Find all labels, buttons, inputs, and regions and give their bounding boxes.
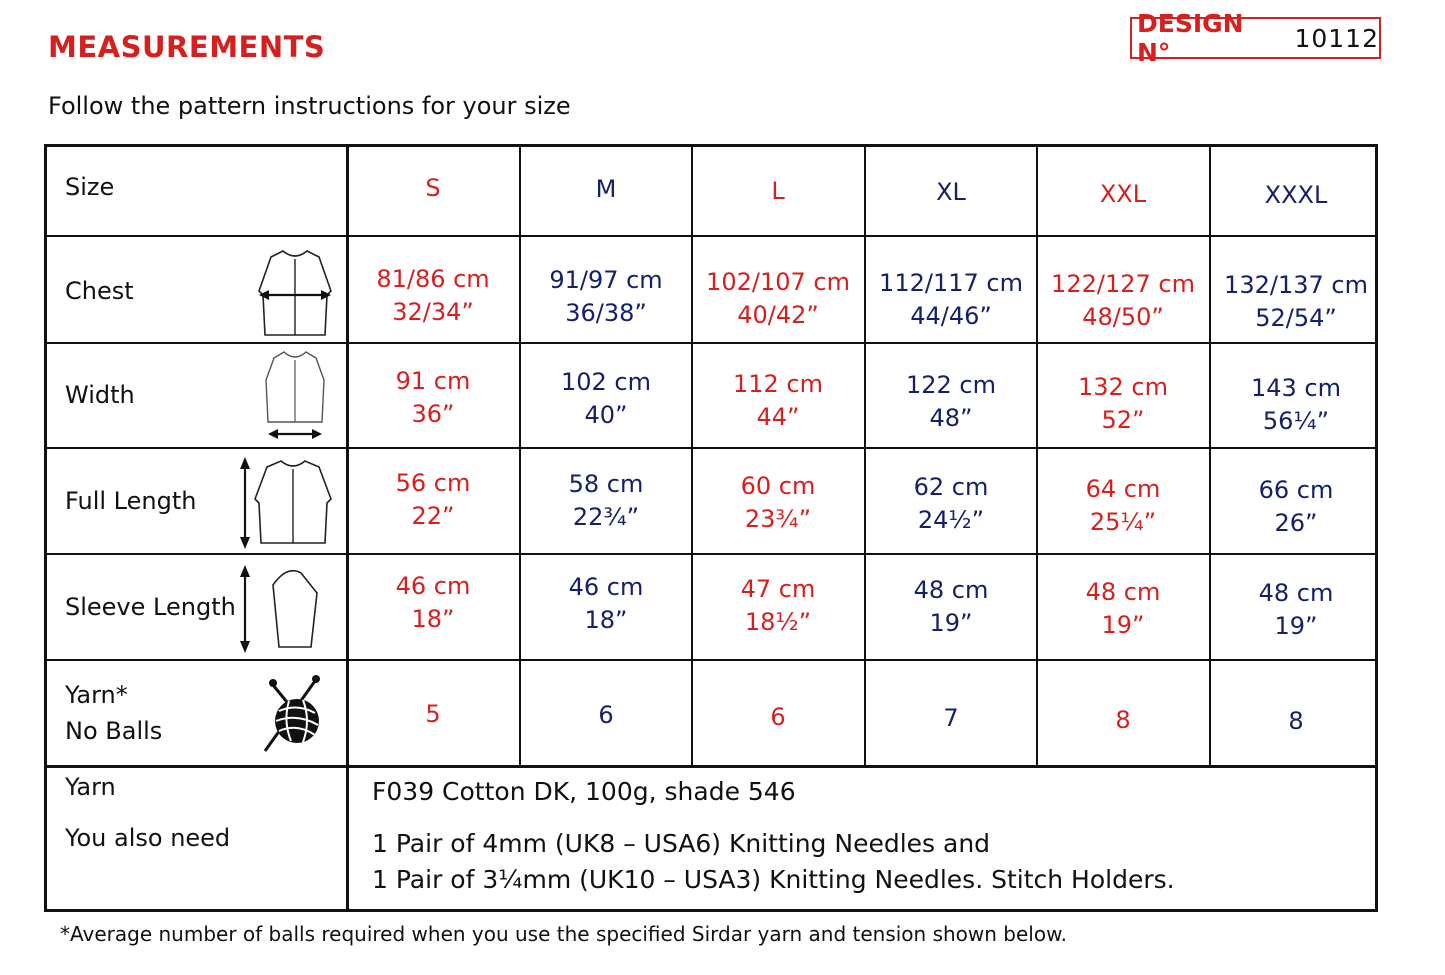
cm-value: 62 cm	[913, 473, 989, 501]
chest-cell-xxl	[1037, 268, 1209, 334]
inch-value: 18”	[584, 606, 628, 634]
yarn-ball-needles-icon	[259, 673, 329, 755]
design-number-box	[1130, 9, 1381, 67]
cardigan-width-measure-icon	[262, 350, 328, 444]
inch-value: 40/42”	[737, 301, 819, 329]
width-cell-xxl	[1037, 371, 1209, 437]
cm-value: 60 cm	[740, 472, 816, 500]
cm-value: 112 cm	[732, 370, 823, 398]
inch-value: 48”	[929, 404, 973, 432]
cm-value: 48 cm	[1085, 578, 1161, 606]
column-divider	[1209, 147, 1211, 767]
yarn-balls-cell-s: 5	[425, 700, 441, 728]
inch-value: 25¼”	[1089, 508, 1157, 536]
inch-value: 40”	[584, 401, 628, 429]
inch-value: 19”	[1101, 611, 1145, 639]
yarn-balls-label-line2: No Balls	[65, 717, 163, 745]
needles-line-2: 1 Pair of 3¼mm (UK10 – USA3) Knitting Needles. Stitch Holders.	[372, 865, 1175, 894]
also-need-label: You also need	[65, 824, 231, 852]
design-number: 10112	[1294, 23, 1379, 53]
needles-line-1: 1 Pair of 4mm (UK8 – USA6) Knitting Needles and	[372, 829, 991, 858]
full-length-cell-xxl	[1037, 473, 1209, 539]
subtitle: Follow the pattern instructions for your size	[48, 92, 571, 120]
row-divider	[47, 342, 1375, 344]
page-title: MEASUREMENTS	[48, 30, 326, 64]
inch-value: 44”	[756, 403, 800, 431]
inch-value: 19”	[929, 609, 973, 637]
cm-value: 91/97 cm	[549, 266, 663, 294]
inch-value: 52”	[1101, 406, 1145, 434]
width-cell-m	[520, 366, 692, 432]
full-length-cell-m	[520, 468, 692, 534]
cardigan-chest-measure-icon	[255, 247, 335, 339]
footnote: *Average number of balls required when you use the specified Sirdar yarn and tension shown below.	[60, 922, 1067, 946]
cm-value: 47 cm	[740, 575, 816, 603]
cm-value: 58 cm	[568, 470, 644, 498]
yarn-balls-cell-xxxl: 8	[1288, 707, 1304, 735]
cm-value: 56 cm	[395, 469, 471, 497]
cm-value: 81/86 cm	[376, 265, 490, 293]
chest-cell-m	[520, 264, 692, 330]
width-label: Width	[65, 381, 135, 409]
cm-value: 143 cm	[1250, 374, 1341, 402]
width-cell-s	[347, 365, 519, 431]
inch-value: 18”	[411, 605, 455, 633]
full-length-label: Full Length	[65, 487, 197, 515]
inch-value: 32/34”	[392, 298, 474, 326]
size-header-s: S	[425, 174, 441, 202]
row-divider	[47, 235, 1375, 237]
design-label: DESIGN N°	[1137, 9, 1244, 67]
column-divider	[691, 147, 693, 767]
yarn-balls-cell-m: 6	[598, 701, 614, 729]
yarn-balls-cell-l: 6	[770, 703, 786, 731]
size-label: Size	[65, 173, 115, 201]
inch-value: 26”	[1274, 509, 1318, 537]
inch-value: 44/46”	[910, 302, 992, 330]
sleeve-length-cell-xxl	[1037, 576, 1209, 642]
size-header-xxl: XXL	[1099, 180, 1147, 208]
yarn-balls-label-line1: Yarn*	[65, 681, 128, 709]
row-divider	[47, 659, 1375, 661]
yarn-balls-label	[65, 677, 162, 749]
yarn-label: Yarn	[65, 773, 116, 801]
inch-value: 48/50”	[1082, 303, 1164, 331]
cm-value: 102 cm	[560, 368, 651, 396]
inch-value: 23¾”	[744, 505, 812, 533]
column-divider	[864, 147, 866, 767]
sleeve-length-measure-icon	[235, 563, 325, 655]
size-header-m: M	[595, 175, 617, 203]
yarn-balls-cell-xl: 7	[943, 704, 959, 732]
inch-value: 36/38”	[565, 299, 647, 327]
row-divider	[47, 553, 1375, 555]
sleeve-length-cell-xxxl	[1210, 577, 1382, 643]
cm-value: 122/127 cm	[1051, 270, 1195, 298]
cm-value: 91 cm	[395, 367, 471, 395]
yarn-value: F039 Cotton DK, 100g, shade 546	[372, 777, 796, 806]
cm-value: 48 cm	[913, 576, 989, 604]
cm-value: 46 cm	[568, 573, 644, 601]
column-divider	[1036, 147, 1038, 767]
size-header-xl: XL	[936, 178, 966, 206]
chest-label: Chest	[65, 277, 134, 305]
inch-value: 56¼”	[1262, 407, 1330, 435]
cm-value: 122 cm	[905, 371, 996, 399]
cm-value: 46 cm	[395, 572, 471, 600]
cm-value: 48 cm	[1258, 579, 1334, 607]
full-length-cell-xl	[865, 471, 1037, 537]
chest-cell-xxxl	[1210, 269, 1382, 335]
cardigan-length-measure-icon	[235, 455, 335, 551]
row-divider	[47, 765, 1375, 768]
cm-value: 66 cm	[1258, 476, 1334, 504]
cm-value: 64 cm	[1085, 475, 1161, 503]
inch-value: 18½”	[744, 608, 812, 636]
cm-value: 132 cm	[1077, 373, 1168, 401]
inch-value: 36”	[411, 400, 455, 428]
size-header-xxxl: XXXL	[1264, 181, 1328, 209]
sleeve-length-cell-l	[692, 573, 864, 639]
column-divider	[519, 147, 521, 767]
cm-value: 132/137 cm	[1224, 271, 1368, 299]
inch-value: 24½”	[917, 506, 985, 534]
full-length-cell-xxxl	[1210, 474, 1382, 540]
chest-cell-l	[692, 266, 864, 332]
sleeve-length-cell-m	[520, 571, 692, 637]
width-cell-xxxl	[1210, 372, 1382, 438]
cm-value: 102/107 cm	[706, 268, 850, 296]
inch-value: 52/54”	[1255, 304, 1337, 332]
sleeve-length-label: Sleeve Length	[65, 593, 236, 621]
inch-value: 19”	[1274, 612, 1318, 640]
chest-cell-s	[347, 263, 519, 329]
yarn-balls-cell-xxl: 8	[1115, 706, 1131, 734]
inch-value: 22”	[411, 502, 455, 530]
sleeve-length-cell-s	[347, 570, 519, 636]
size-header-l: L	[771, 177, 785, 205]
sleeve-length-cell-xl	[865, 574, 1037, 640]
row-divider	[47, 447, 1375, 449]
width-cell-xl	[865, 369, 1037, 435]
width-cell-l	[692, 368, 864, 434]
full-length-cell-s	[347, 467, 519, 533]
inch-value: 22¾”	[572, 503, 640, 531]
chest-cell-xl	[865, 267, 1037, 333]
cm-value: 112/117 cm	[879, 269, 1023, 297]
full-length-cell-l	[692, 470, 864, 536]
measurements-table	[44, 144, 1378, 912]
